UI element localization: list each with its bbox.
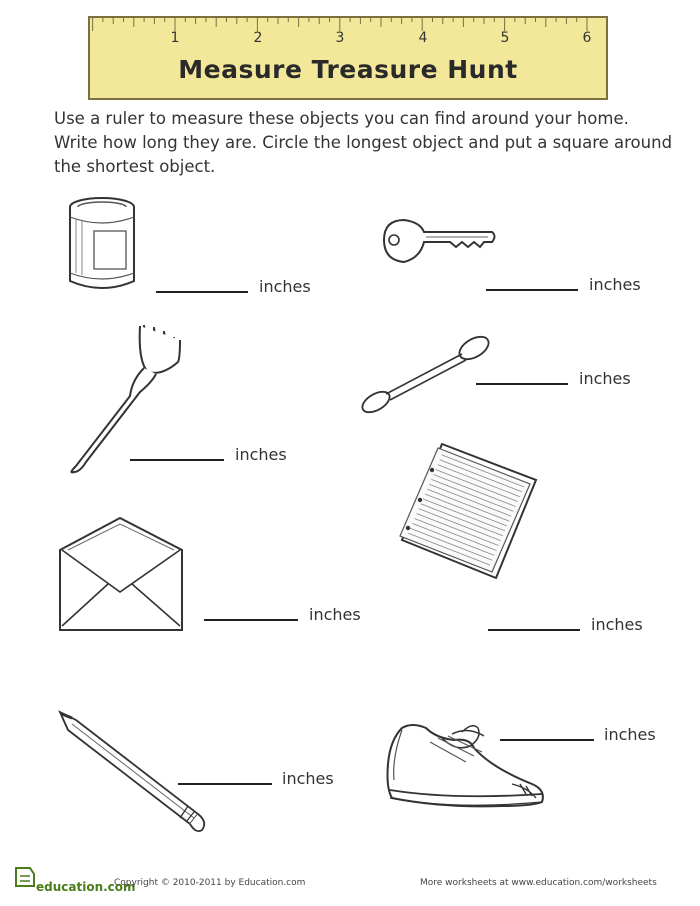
answer-field-notebook-paper[interactable] — [488, 612, 658, 634]
answer-field-envelope[interactable] — [204, 602, 374, 624]
ruler-number: 3 — [335, 30, 345, 46]
ruler-number: 4 — [418, 30, 428, 46]
unit-label: inches — [604, 725, 656, 744]
logo-icon — [10, 862, 38, 890]
key-icon — [376, 212, 500, 268]
answer-line — [156, 291, 248, 293]
can-icon — [64, 195, 148, 295]
answer-field-fork[interactable] — [130, 442, 300, 464]
copyright-text: Copyright © 2010-2011 by Education.com — [114, 878, 306, 888]
ruler-number: 5 — [500, 30, 510, 46]
unit-label: inches — [579, 369, 631, 388]
ruler-number: 1 — [170, 30, 180, 46]
ruler-header — [88, 16, 608, 100]
envelope-icon — [56, 514, 188, 636]
answer-field-can[interactable] — [156, 274, 326, 296]
unit-label: inches — [282, 769, 334, 788]
answer-field-cotton-swab[interactable] — [476, 366, 646, 388]
unit-label: inches — [235, 445, 287, 464]
unit-label: inches — [589, 275, 641, 294]
instructions-text: Use a ruler to measure these objects you can find around your home. Write how long they are. Circle the longest object and put a square around the shortest object. — [54, 109, 673, 176]
unit-label: inches — [259, 277, 311, 296]
answer-field-key[interactable] — [486, 272, 656, 294]
logo-text: education.com — [36, 880, 136, 894]
answer-line — [488, 629, 580, 631]
answer-line — [500, 739, 594, 741]
answer-line — [130, 459, 224, 461]
ruler-number: 6 — [582, 30, 592, 46]
answer-field-pencil[interactable] — [178, 766, 348, 788]
ruler-number: 2 — [253, 30, 263, 46]
answer-line — [204, 619, 298, 621]
more-worksheets-link[interactable]: More worksheets at www.education.com/worksheets — [420, 878, 657, 888]
answer-line — [178, 783, 272, 785]
education-logo — [10, 862, 136, 896]
page-title: Measure Treasure Hunt — [178, 55, 518, 84]
unit-label: inches — [309, 605, 361, 624]
answer-line — [486, 289, 578, 291]
answer-field-sneaker[interactable] — [500, 722, 670, 744]
notebook-paper-icon — [382, 440, 542, 580]
cotton-swab-icon — [356, 330, 494, 420]
unit-label: inches — [591, 615, 643, 634]
answer-line — [476, 383, 568, 385]
